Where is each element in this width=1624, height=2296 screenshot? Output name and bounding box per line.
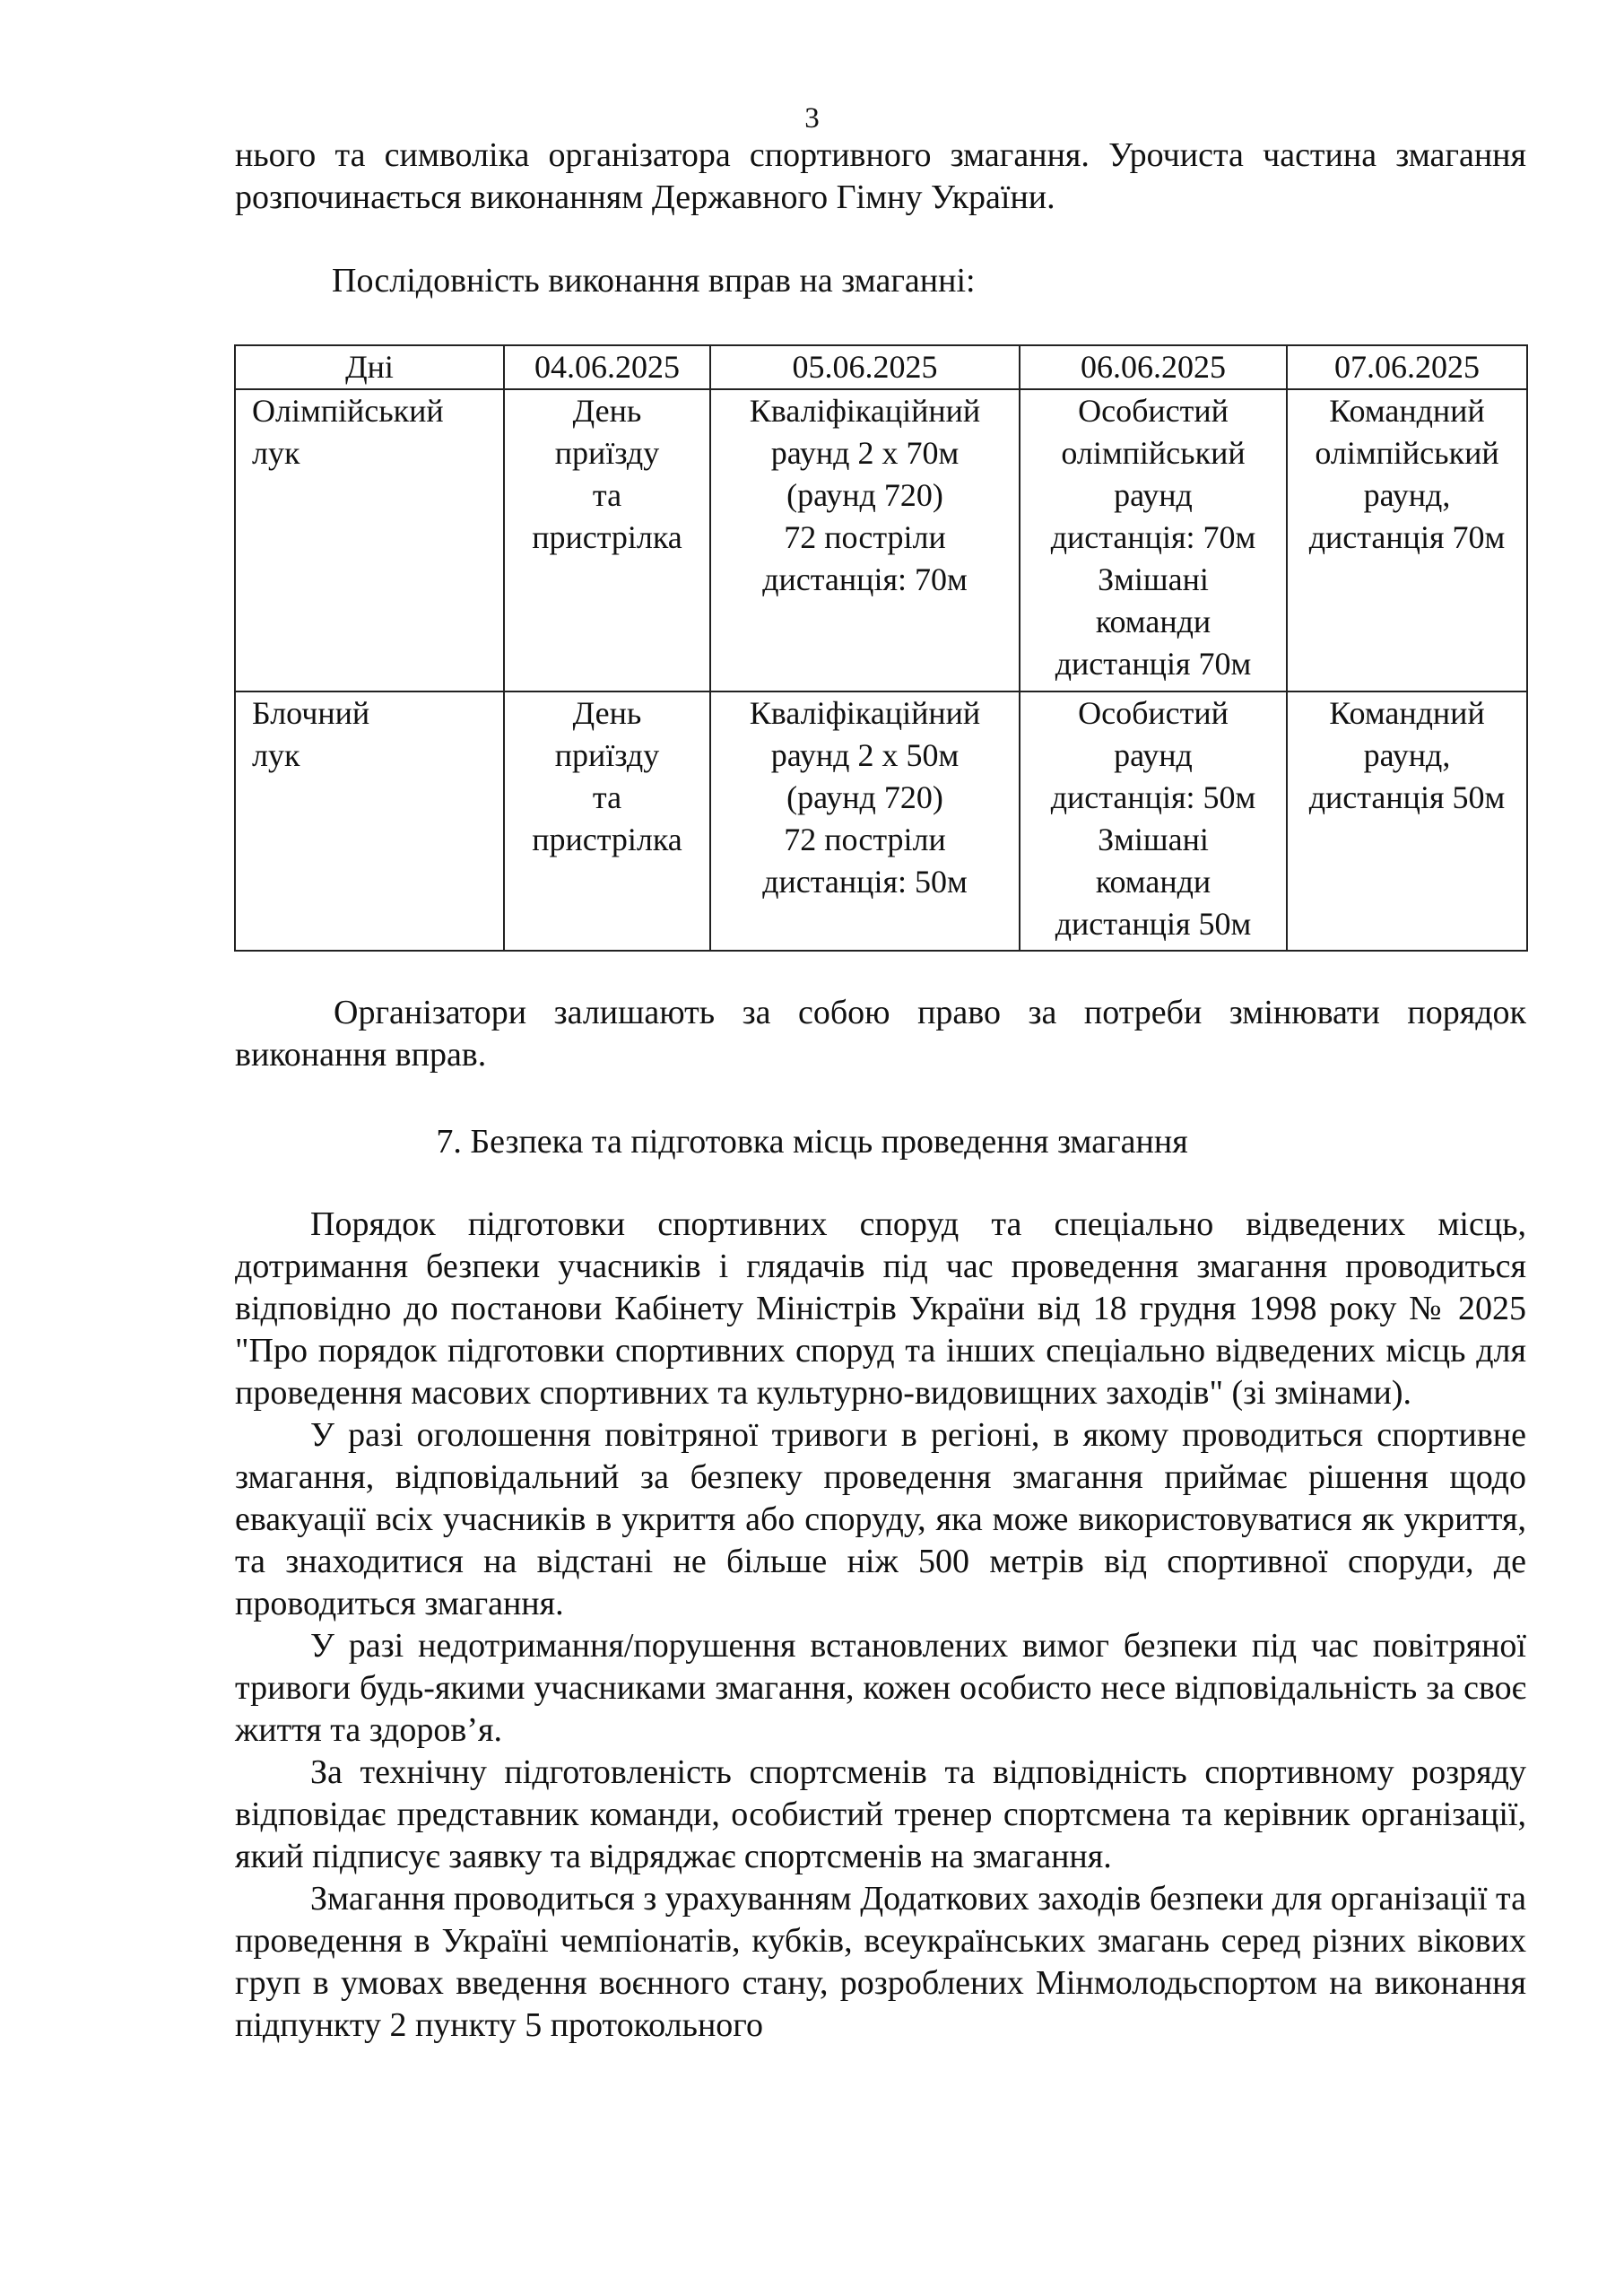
cell-line: 72 постріли bbox=[784, 822, 946, 857]
organizers-note: Організатори залишають за собою право за потреби змінювати порядок виконання вправ. bbox=[235, 994, 1526, 1074]
cell-line: та bbox=[592, 477, 622, 513]
cell-line: команди bbox=[1095, 604, 1211, 639]
bow-type-cell bbox=[235, 691, 504, 951]
cell-line: Олімпійський bbox=[252, 393, 444, 429]
cell-line: раунд bbox=[1114, 737, 1193, 773]
day1-cell bbox=[504, 691, 710, 951]
page-number: 3 bbox=[804, 102, 820, 135]
sequence-heading: Послідовність виконання вправ на змаганні: bbox=[332, 262, 976, 300]
section-body bbox=[235, 1204, 1526, 2047]
cell-line: дистанція 50м bbox=[1055, 906, 1252, 942]
cell-line: Особистий bbox=[1078, 695, 1229, 731]
cell-line: Командний bbox=[1329, 695, 1485, 731]
cell-line: раунд, bbox=[1363, 477, 1451, 513]
day1-cell bbox=[504, 389, 710, 691]
bow-type-cell bbox=[235, 389, 504, 691]
cell-line: олімпійський bbox=[1061, 435, 1246, 471]
cell-line: Кваліфікаційний bbox=[749, 393, 981, 429]
cell-line: дистанція 70м bbox=[1055, 646, 1252, 682]
table-row bbox=[235, 691, 1527, 951]
cell-line: команди bbox=[1095, 864, 1211, 900]
cell-line: раунд 2 х 50м bbox=[770, 737, 960, 773]
day2-cell bbox=[710, 691, 1020, 951]
cell-line: Особистий bbox=[1078, 393, 1229, 429]
section-title: 7. Безпека та підготовка місць проведення змагання bbox=[436, 1123, 1188, 1161]
body-paragraph: Порядок підготовки спортивних споруд та спеціально відведених місць, дотримання безпеки учасників і глядачів під час проведення змагання проводиться відповідно до постанови Кабінету Міністрів України від 18 грудня 1998 року № 2025 "Про порядок підготовки спортивних споруд та інших спеціально відведених місць для проведення масових спортивних та культурно-видовищних заходів" (зі змінами). bbox=[235, 1205, 1526, 1412]
cell-line: Командний bbox=[1329, 393, 1485, 429]
cell-line: дистанція: 50м bbox=[762, 864, 968, 900]
header-date: 04.06.2025 bbox=[504, 345, 710, 389]
cell-line: раунд, bbox=[1363, 737, 1451, 773]
cell-line: День bbox=[572, 695, 642, 731]
cell-line: Змішані bbox=[1098, 561, 1209, 597]
cell-line: 72 постріли bbox=[784, 519, 946, 555]
cell-line: дистанція 70м bbox=[1308, 519, 1506, 555]
day4-cell bbox=[1287, 691, 1527, 951]
cell-line: олімпійський bbox=[1315, 435, 1499, 471]
cell-line: (раунд 720) bbox=[786, 477, 943, 513]
body-paragraph: У разі оголошення повітряної тривоги в регіоні, в якому проводиться спортивне змагання, відповідальний за безпеку проведення змагання приймає рішення щодо евакуації всіх учасників в укриття або споруду, яка може використовуватися як укриття, та знаходитися на відстані не більше ніж 500 метрів від спортивної споруди, де проводиться змагання. bbox=[235, 1416, 1526, 1622]
cell-line: дистанція: 50м bbox=[1050, 779, 1256, 815]
schedule-table bbox=[234, 344, 1528, 952]
table-row bbox=[235, 389, 1527, 691]
header-date: 05.06.2025 bbox=[710, 345, 1020, 389]
cell-line: лук bbox=[252, 737, 300, 773]
cell-line: дистанція: 70м bbox=[1050, 519, 1256, 555]
body-paragraph: Змагання проводиться з урахуванням Додаткових заходів безпеки для організації та проведення в Україні чемпіонатів, кубків, всеукраїнських змагань серед різних вікових груп в умовах введення воєнного стану, розроблених Мінмолодьспортом на виконання підпункту 2 пункту 5 протокольного bbox=[235, 1880, 1526, 2044]
body-paragraph: У разі недотримання/порушення встановлених вимог безпеки під час повітряної тривоги будь-якими учасниками змагання, кожен особисто несе відповідальність за своє життя та здоров’я. bbox=[235, 1627, 1526, 1749]
schedule-header-row bbox=[235, 345, 1527, 389]
cell-line: Кваліфікаційний bbox=[749, 695, 981, 731]
cell-line: Змішані bbox=[1098, 822, 1209, 857]
cell-line: (раунд 720) bbox=[786, 779, 943, 815]
cell-line: приїзду bbox=[554, 737, 660, 773]
day3-cell bbox=[1020, 389, 1287, 691]
cell-line: пристрілка bbox=[532, 822, 682, 857]
cell-line: приїзду bbox=[554, 435, 660, 471]
cell-line: раунд bbox=[1114, 477, 1193, 513]
cell-line: дистанція 50м bbox=[1308, 779, 1506, 815]
cell-line: День bbox=[572, 393, 642, 429]
day4-cell bbox=[1287, 389, 1527, 691]
day2-cell bbox=[710, 389, 1020, 691]
header-date: 06.06.2025 bbox=[1020, 345, 1287, 389]
day3-cell bbox=[1020, 691, 1287, 951]
body-paragraph: За технічну підготовленість спортсменів та відповідність спортивному розряду відповідає представник команди, особистий тренер спортсмена та керівник організації, який підписує заявку та відряджає спортсменів на змагання. bbox=[235, 1753, 1526, 1875]
cell-line: та bbox=[592, 779, 622, 815]
intro-paragraph: нього та символіка організатора спортивного змагання. Урочиста частина змагання розпочинається виконанням Державного Гімну України. bbox=[235, 136, 1526, 216]
cell-line: пристрілка bbox=[532, 519, 682, 555]
cell-line: дистанція: 70м bbox=[762, 561, 968, 597]
cell-line: Блочний bbox=[252, 695, 370, 731]
cell-line: раунд 2 х 70м bbox=[770, 435, 960, 471]
header-days: Дні bbox=[235, 345, 504, 389]
cell-line: лук bbox=[252, 435, 300, 471]
header-date: 07.06.2025 bbox=[1287, 345, 1527, 389]
